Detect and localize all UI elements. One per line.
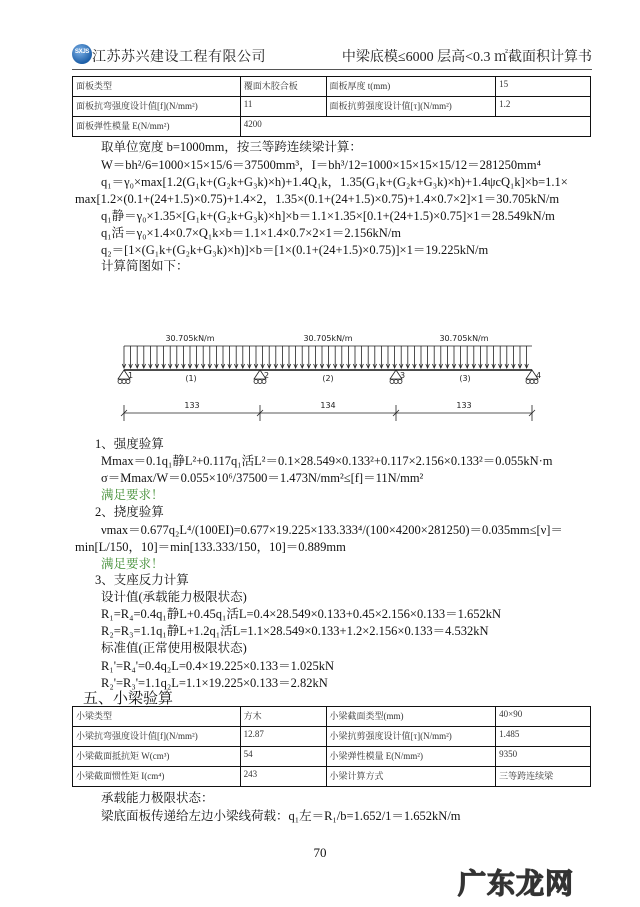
strength-sigma: σ＝Mmax/W＝0.055×10⁶/37500＝1.473N/mm²≤[f]＝11N/mm² xyxy=(101,471,424,485)
table-cell: 4200 xyxy=(240,117,590,137)
table-cell: 40×90 xyxy=(496,707,591,727)
calc-q1-line1: q₁＝γ₀×max[1.2(G₁k+(G₂k+G₃k)×h)+1.4Q₁k，1.35(G₁k+(G₂k+G₃k)×h)+1.4ψcQ₁k]×b=1.1× xyxy=(101,175,568,189)
reaction-r2: R₂=R₃=1.1q₁静L+1.2q₁活L=1.1×28.549×0.133+1.2×2.156×0.133＝4.532kN xyxy=(101,624,489,638)
reaction-r1: R₁=R₄=0.4q₁静L+0.45q₁活L=0.4×28.549×0.133+0.45×2.156×0.133＝1.652kN xyxy=(101,607,501,621)
document-title: 中梁底模≤6000 层高<0.3 ㎡截面积计算书 xyxy=(341,50,592,65)
table-cell: 面板弹性模量 E(N/mm²) xyxy=(73,117,241,137)
table-cell: 面板抗弯强度设计值[f](N/mm²) xyxy=(73,97,241,117)
svg-text:4: 4 xyxy=(536,371,542,380)
company-logo-icon: SXJS xyxy=(72,44,92,64)
reaction-std-title: 标准值(正常使用极限状态) xyxy=(101,641,247,655)
svg-text:133: 133 xyxy=(184,401,200,410)
table-cell: 小梁计算方式 xyxy=(326,767,496,787)
calc-q1-static: q₁静＝γ₀×1.35×[G₁k+(G₂k+G₃k)×h]×b＝1.1×1.35×[0.1+(24+1.5)×0.75]×1＝28.549kN/m xyxy=(101,209,555,223)
table-cell: 15 xyxy=(496,77,591,97)
table-row xyxy=(73,77,591,97)
limit-state-title: 承载能力极限状态： xyxy=(101,791,214,805)
page-header xyxy=(72,36,592,70)
section-5-title: 五、小梁验算 xyxy=(83,691,174,707)
table-cell: 小梁弹性模量 E(N/mm²) xyxy=(326,747,496,767)
svg-text:1: 1 xyxy=(128,371,134,380)
deflection-line1: νmax＝0.677q₂L⁴/(100EI)=0.677×19.225×133.333⁴/(100×4200×281250)＝0.035mm≤[ν]＝ xyxy=(101,523,563,537)
calc-intro: 取单位宽度 b=1000mm，按三等跨连续梁计算： xyxy=(101,140,362,154)
calc-q1-line2: max[1.2×(0.1+(24+1.5)×0.75)+1.4×2，1.35×(0.1+(24+1.5)×0.75)+1.4×0.7×2]×1＝30.705kN/m xyxy=(75,192,560,206)
table-cell: 1.485 xyxy=(496,727,591,747)
table-cell: 面板抗剪强度设计值[τ](N/mm²) xyxy=(326,97,496,117)
table-cell: 1.2 xyxy=(496,97,591,117)
watermark: 广东龙网 xyxy=(458,867,575,900)
reaction-design-title: 设计值(承载能力极限状态) xyxy=(101,590,247,604)
svg-text:(2): (2) xyxy=(322,374,334,383)
beam-load-diagram xyxy=(110,325,550,425)
beam-params-table xyxy=(72,706,591,787)
strength-ok: 满足要求！ xyxy=(101,488,164,502)
panel-params-table xyxy=(72,76,591,137)
table-cell: 243 xyxy=(240,767,326,787)
svg-text:30.705kN/m: 30.705kN/m xyxy=(303,334,353,343)
table-row xyxy=(73,727,591,747)
table-row xyxy=(73,117,591,137)
deflection-ok: 满足要求！ xyxy=(101,557,164,571)
table-cell: 小梁类型 xyxy=(73,707,241,727)
table-cell: 小梁抗弯强度设计值[f](N/mm²) xyxy=(73,727,241,747)
table-cell: 11 xyxy=(240,97,326,117)
table-cell: 小梁抗剪强度设计值[τ](N/mm²) xyxy=(326,727,496,747)
table-row xyxy=(73,97,591,117)
calc-w-i: W＝bh²/6=1000×15×15/6＝37500mm³，I＝bh³/12=1000×15×15×15/12＝281250mm⁴ xyxy=(101,158,541,172)
deflection-title: 2、挠度验算 xyxy=(95,505,164,519)
table-cell: 12.87 xyxy=(240,727,326,747)
table-cell: 小梁截面抵抗矩 W(cm³) xyxy=(73,747,241,767)
limit-state-line: 梁底面板传递给左边小梁线荷载：q₁左＝R₁/b=1.652/1＝1.652kN/m xyxy=(101,809,461,823)
reaction-r2-prime: R₂'=R₃'=1.1q₂L=1.1×19.225×0.133＝2.82kN xyxy=(101,676,328,690)
table-cell: 面板厚度 t(mm) xyxy=(326,77,496,97)
svg-text:30.705kN/m: 30.705kN/m xyxy=(165,334,215,343)
deflection-line2: min[L/150，10]＝min[133.333/150，10]＝0.889mm xyxy=(75,540,346,554)
table-cell: 小梁截面惯性矩 I(cm⁴) xyxy=(73,767,241,787)
beam-diagram-svg xyxy=(110,325,550,425)
table-cell: 面板类型 xyxy=(73,77,241,97)
table-cell: 覆面木胶合板 xyxy=(240,77,326,97)
svg-text:134: 134 xyxy=(320,401,336,410)
diagram-caption: 计算简图如下： xyxy=(101,259,189,273)
table-cell: 9350 xyxy=(496,747,591,767)
reaction-title: 3、支座反力计算 xyxy=(95,573,189,587)
svg-text:2: 2 xyxy=(264,371,270,380)
table-row xyxy=(73,747,591,767)
strength-title: 1、强度验算 xyxy=(95,437,164,451)
svg-text:3: 3 xyxy=(400,371,406,380)
company-name: 江苏苏兴建设工程有限公司 xyxy=(92,50,266,65)
page-number: 70 xyxy=(313,845,327,860)
reaction-r1-prime: R₁'=R₄'=0.4q₂L=0.4×19.225×0.133＝1.025kN xyxy=(101,659,335,673)
calc-q2: q₂＝[1×(G₁k+(G₂k+G₃k)×h)]×b＝[1×(0.1+(24+1.5)×0.75)]×1＝19.225kN/m xyxy=(101,243,489,257)
table-row xyxy=(73,707,591,727)
svg-text:133: 133 xyxy=(456,401,472,410)
svg-text:(1): (1) xyxy=(185,374,197,383)
table-row xyxy=(73,767,591,787)
table-cell: 小梁截面类型(mm) xyxy=(326,707,496,727)
svg-text:30.705kN/m: 30.705kN/m xyxy=(439,334,489,343)
svg-text:(3): (3) xyxy=(459,374,471,383)
strength-m-max: Mmax＝0.1q₁静L²+0.117q₁活L²＝0.1×28.549×0.133²+0.117×2.156×0.133²＝0.055kN·m xyxy=(101,454,553,468)
calc-q1-live: q₁活＝γ₀×1.4×0.7×Q₁k×b＝1.1×1.4×0.7×2×1＝2.156kN/m xyxy=(101,226,401,240)
table-cell: 三等跨连续梁 xyxy=(496,767,591,787)
table-cell: 方木 xyxy=(240,707,326,727)
table-cell: 54 xyxy=(240,747,326,767)
